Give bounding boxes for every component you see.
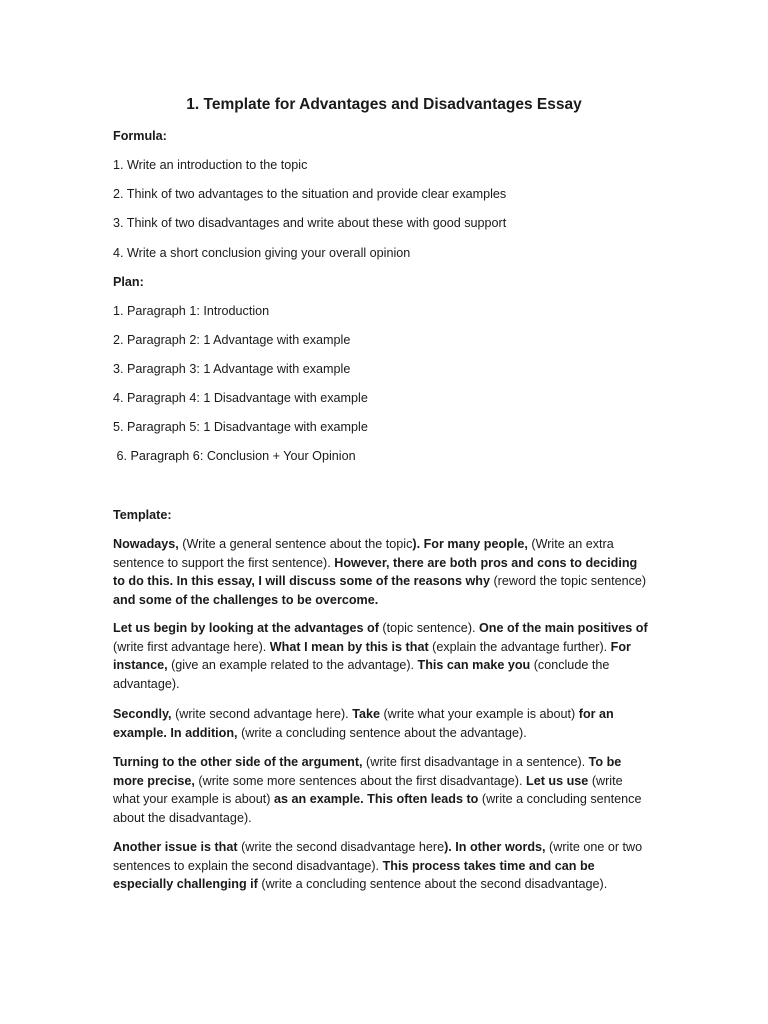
bold-phrase: for an example. In addition, [113, 707, 614, 740]
placeholder-phrase: (write a concluding sentence about the second disadvantage). [261, 877, 608, 891]
bold-phrase: For instance, [113, 639, 631, 672]
bold-phrase: ). In other words, [444, 840, 550, 854]
placeholder-phrase: (Write a general sentence about the topic [182, 537, 413, 551]
placeholder-phrase: (topic sentence). [382, 621, 480, 635]
placeholder-phrase: (reword the topic sentence) [493, 574, 647, 588]
bold-phrase: This process takes time and can be especially challenging if [113, 858, 595, 891]
placeholder-phrase: (explain the advantage further). [432, 639, 611, 654]
placeholder-phrase: (write first disadvantage in a sentence). [366, 755, 589, 769]
placeholder-phrase: (give an example related to the advantage). [171, 658, 418, 672]
bold-phrase: This can make you [417, 658, 534, 672]
placeholder-phrase: (write second advantage here). [175, 707, 353, 721]
placeholder-phrase: (write the second disadvantage here [241, 840, 445, 854]
placeholder-phrase: (Write an extra sentence to support the first sentence). [113, 537, 614, 570]
formula-heading: Formula: [113, 129, 167, 143]
plan-item: 1. Paragraph 1: Introduction [113, 304, 270, 318]
bold-phrase: and some of the challenges to be overcome. [113, 592, 379, 607]
plan-item: 2. Paragraph 2: 1 Advantage with example [113, 333, 351, 347]
template-heading: Template: [113, 508, 172, 522]
bold-phrase: Let us begin by looking at the advantages of [113, 621, 383, 635]
formula-item: 3. Think of two disadvantages and write about these with good support [113, 216, 507, 230]
template-paragraph-disadvantage-1 [113, 753, 649, 827]
bold-phrase: Let us use [526, 773, 592, 788]
bold-phrase: Turning to the other side of the argument, [113, 755, 367, 769]
placeholder-phrase: (write what your example is about) [113, 773, 623, 806]
bold-phrase: Another issue is that [113, 840, 242, 854]
template-paragraph-advantage-2 [113, 705, 649, 742]
bold-phrase: Nowadays, [113, 537, 183, 551]
bold-phrase: However, there are both pros and cons to deciding to do this. In this essay, I will discuss some of the reasons why [113, 555, 638, 588]
bold-phrase: ). For many people, [412, 537, 532, 551]
template-paragraph-intro [113, 535, 649, 609]
bold-phrase: One of the main positives of [479, 621, 648, 635]
plan-item: 6. Paragraph 6: Conclusion + Your Opinion [113, 449, 356, 463]
template-paragraph-disadvantage-2 [113, 838, 649, 894]
plan-item: 3. Paragraph 3: 1 Advantage with example [113, 362, 351, 376]
bold-phrase: as an example. This often leads to [274, 792, 482, 806]
plan-item: 5. Paragraph 5: 1 Disadvantage with example [113, 420, 368, 434]
bold-phrase: To be more precise, [113, 755, 622, 788]
plan-item: 4. Paragraph 4: 1 Disadvantage with example [113, 391, 368, 405]
formula-item: 2. Think of two advantages to the situation and provide clear examples [113, 187, 507, 201]
bold-phrase: What I mean by this is that [269, 639, 433, 654]
placeholder-phrase: (write first advantage here). [113, 639, 270, 654]
plan-heading: Plan: [113, 275, 144, 289]
template-paragraph-advantage-1 [113, 619, 649, 693]
placeholder-phrase: (conclude the advantage). [113, 658, 610, 691]
placeholder-phrase: (write a concluding sentence about the disadvantage). [113, 792, 642, 825]
document-title: 1. Template for Advantages and Disadvantages Essay [186, 96, 582, 113]
formula-item: 1. Write an introduction to the topic [113, 158, 308, 172]
placeholder-phrase: (write a concluding sentence about the advantage). [241, 725, 527, 740]
formula-item: 4. Write a short conclusion giving your overall opinion [113, 246, 411, 260]
placeholder-phrase: (write some more sentences about the first disadvantage). [198, 773, 527, 788]
bold-phrase: Take [352, 707, 384, 721]
placeholder-phrase: (write what your example is about) [383, 707, 579, 721]
placeholder-phrase: (write one or two sentences to explain the second disadvantage). [113, 840, 643, 873]
bold-phrase: Secondly, [113, 707, 176, 721]
